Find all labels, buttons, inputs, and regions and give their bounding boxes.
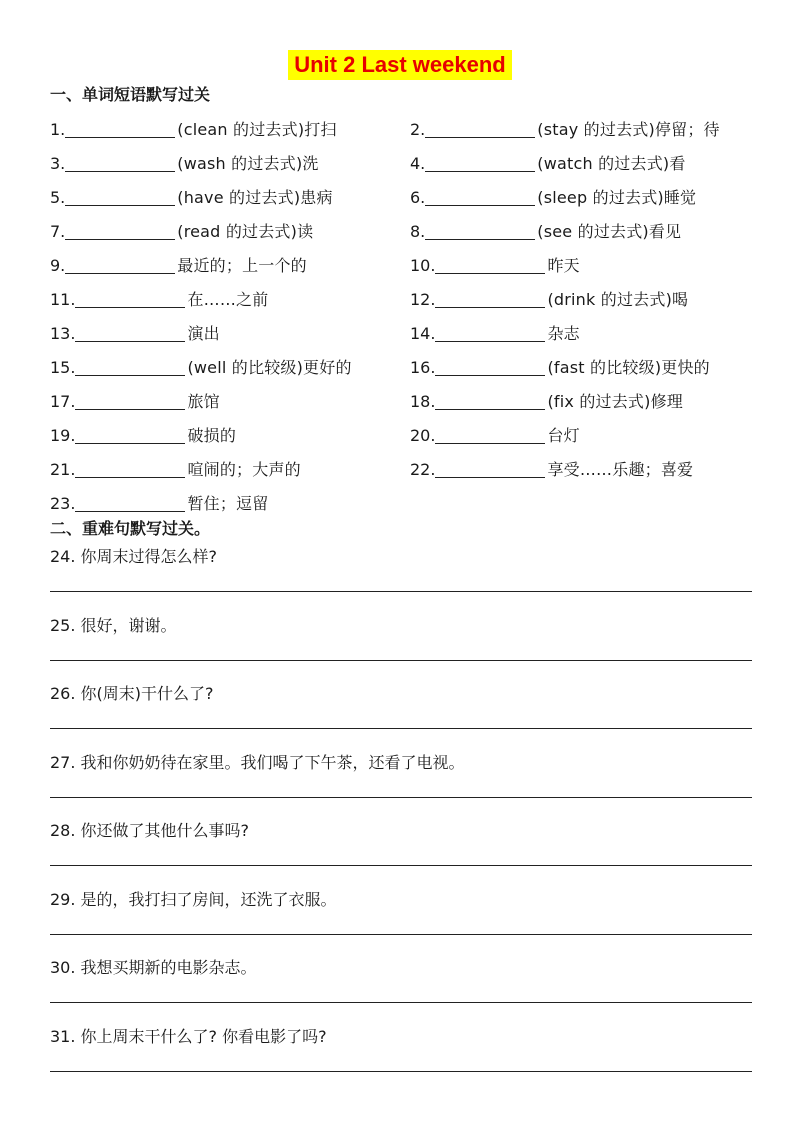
vocab-item — [410, 178, 770, 212]
answer-blank[interactable] — [75, 321, 185, 342]
vocab-item — [410, 246, 770, 280]
vocab-item — [410, 314, 770, 348]
answer-blank[interactable] — [435, 389, 545, 410]
vocab-number: 23. — [50, 494, 76, 513]
answer-blank[interactable] — [65, 253, 175, 274]
vocab-number: 17. — [50, 392, 76, 411]
vocab-item — [410, 348, 770, 382]
answer-blank[interactable] — [75, 423, 185, 444]
vocab-clue: (well 的比较级)更好的 — [187, 358, 352, 377]
vocab-grid — [50, 110, 770, 518]
sentence-prompt: 29. 是的，我打扫了房间，还洗了衣服。 — [50, 889, 337, 909]
answer-blank[interactable] — [75, 389, 185, 410]
vocab-clue: 享受……乐趣；喜爱 — [547, 460, 694, 479]
answer-line[interactable] — [50, 865, 752, 866]
answer-blank[interactable] — [435, 457, 545, 478]
vocab-number: 6. — [410, 188, 426, 207]
vocab-item — [50, 450, 410, 484]
vocab-number: 1. — [50, 120, 66, 139]
sentence-item — [50, 956, 752, 1025]
answer-blank[interactable] — [65, 219, 175, 240]
vocab-number: 11. — [50, 290, 76, 309]
answer-line[interactable] — [50, 728, 752, 729]
vocab-clue: (have 的过去式)患病 — [177, 188, 333, 207]
sentence-item — [50, 614, 752, 683]
vocab-item — [50, 280, 410, 314]
vocab-clue: 破损的 — [187, 426, 237, 445]
vocab-number: 18. — [410, 392, 436, 411]
sentence-item — [50, 1025, 752, 1094]
vocab-item — [410, 212, 770, 246]
vocab-number: 20. — [410, 426, 436, 445]
vocab-item — [50, 246, 410, 280]
vocab-item — [410, 144, 770, 178]
vocab-item — [50, 110, 410, 144]
answer-blank[interactable] — [435, 355, 545, 376]
vocab-number: 7. — [50, 222, 66, 241]
vocab-item — [410, 280, 770, 314]
vocab-clue: (see 的过去式)看见 — [537, 222, 682, 241]
answer-line[interactable] — [50, 1071, 752, 1072]
vocab-item — [410, 416, 770, 450]
answer-line[interactable] — [50, 1002, 752, 1003]
vocab-number: 15. — [50, 358, 76, 377]
title-wrapper — [0, 50, 800, 80]
section-2-heading: 二、重难句默写过关。 — [50, 519, 211, 538]
answer-blank[interactable] — [435, 253, 545, 274]
vocab-number: 19. — [50, 426, 76, 445]
answer-blank[interactable] — [75, 491, 185, 512]
sentence-prompt: 28. 你还做了其他什么事吗? — [50, 821, 250, 840]
vocab-number: 22. — [410, 460, 436, 479]
vocab-number: 12. — [410, 290, 436, 309]
sentence-prompt: 25. 很好，谢谢。 — [50, 615, 177, 635]
vocab-item — [410, 450, 770, 484]
vocab-clue: 暂住；逗留 — [187, 494, 269, 513]
answer-line[interactable] — [50, 660, 752, 661]
vocab-item — [410, 382, 770, 416]
vocab-clue: (fix 的过去式)修理 — [547, 392, 683, 411]
vocab-clue: 昨天 — [547, 256, 580, 275]
vocab-number: 13. — [50, 324, 76, 343]
vocab-clue: (stay 的过去式)停留；待 — [537, 120, 720, 139]
answer-blank[interactable] — [75, 287, 185, 308]
vocab-number: 14. — [410, 324, 436, 343]
answer-blank[interactable] — [75, 355, 185, 376]
vocab-number: 2. — [410, 120, 426, 139]
worksheet-title: Unit 2 Last weekend — [288, 50, 512, 80]
vocab-clue: (sleep 的过去式)睡觉 — [537, 188, 697, 207]
answer-line[interactable] — [50, 797, 752, 798]
vocab-clue: (wash 的过去式)洗 — [177, 154, 319, 173]
vocab-number: 10. — [410, 256, 436, 275]
answer-blank[interactable] — [425, 219, 535, 240]
answer-blank[interactable] — [75, 457, 185, 478]
vocab-clue: 在……之前 — [187, 290, 269, 309]
answer-line[interactable] — [50, 934, 752, 935]
answer-blank[interactable] — [435, 287, 545, 308]
sentence-prompt: 27. 我和你奶奶待在家里。我们喝了下午茶，还看了电视。 — [50, 752, 465, 772]
answer-line[interactable] — [50, 591, 752, 592]
vocab-clue: (fast 的比较级)更快的 — [547, 358, 710, 377]
sentence-item — [50, 888, 752, 957]
answer-blank[interactable] — [425, 117, 535, 138]
vocab-clue: (read 的过去式)读 — [177, 222, 314, 241]
vocab-clue: 喧闹的；大声的 — [187, 460, 301, 479]
vocab-clue: (clean 的过去式)打扫 — [177, 120, 337, 139]
vocab-item — [410, 110, 770, 144]
vocab-number: 21. — [50, 460, 76, 479]
answer-blank[interactable] — [65, 185, 175, 206]
sentence-prompt: 24. 你周末过得怎么样? — [50, 547, 218, 566]
vocab-clue: (watch 的过去式)看 — [537, 154, 686, 173]
answer-blank[interactable] — [435, 423, 545, 444]
vocab-clue: 最近的；上一个的 — [177, 256, 307, 275]
vocab-number: 4. — [410, 154, 426, 173]
sentence-item — [50, 545, 752, 614]
section-1-heading: 一、单词短语默写过关 — [50, 85, 211, 104]
vocab-clue: 台灯 — [547, 426, 580, 445]
vocab-item — [50, 484, 410, 518]
vocab-number: 8. — [410, 222, 426, 241]
answer-blank[interactable] — [65, 151, 175, 172]
vocab-number: 9. — [50, 256, 66, 275]
vocab-clue: (drink 的过去式)喝 — [547, 290, 689, 309]
vocab-item — [50, 314, 410, 348]
vocab-item — [50, 382, 410, 416]
vocab-item — [50, 348, 410, 382]
vocab-clue: 杂志 — [547, 324, 580, 343]
vocab-number: 5. — [50, 188, 66, 207]
answer-blank[interactable] — [425, 185, 535, 206]
vocab-clue: 旅馆 — [187, 392, 220, 411]
vocab-clue: 演出 — [187, 324, 220, 343]
answer-blank[interactable] — [65, 117, 175, 138]
vocab-number: 16. — [410, 358, 436, 377]
sentence-item — [50, 682, 752, 751]
answer-blank[interactable] — [425, 151, 535, 172]
sentence-prompt: 31. 你上周末干什么了? 你看电影了吗? — [50, 1026, 327, 1046]
vocab-item — [50, 416, 410, 450]
vocab-item — [50, 144, 410, 178]
sentence-list — [50, 545, 752, 1093]
sentence-item — [50, 751, 752, 820]
answer-blank[interactable] — [435, 321, 545, 342]
vocab-item — [50, 212, 410, 246]
vocab-item — [50, 178, 410, 212]
sentence-item — [50, 819, 752, 888]
sentence-prompt: 30. 我想买期新的电影杂志。 — [50, 958, 257, 977]
sentence-prompt: 26. 你(周末)干什么了? — [50, 684, 214, 703]
vocab-number: 3. — [50, 154, 66, 173]
